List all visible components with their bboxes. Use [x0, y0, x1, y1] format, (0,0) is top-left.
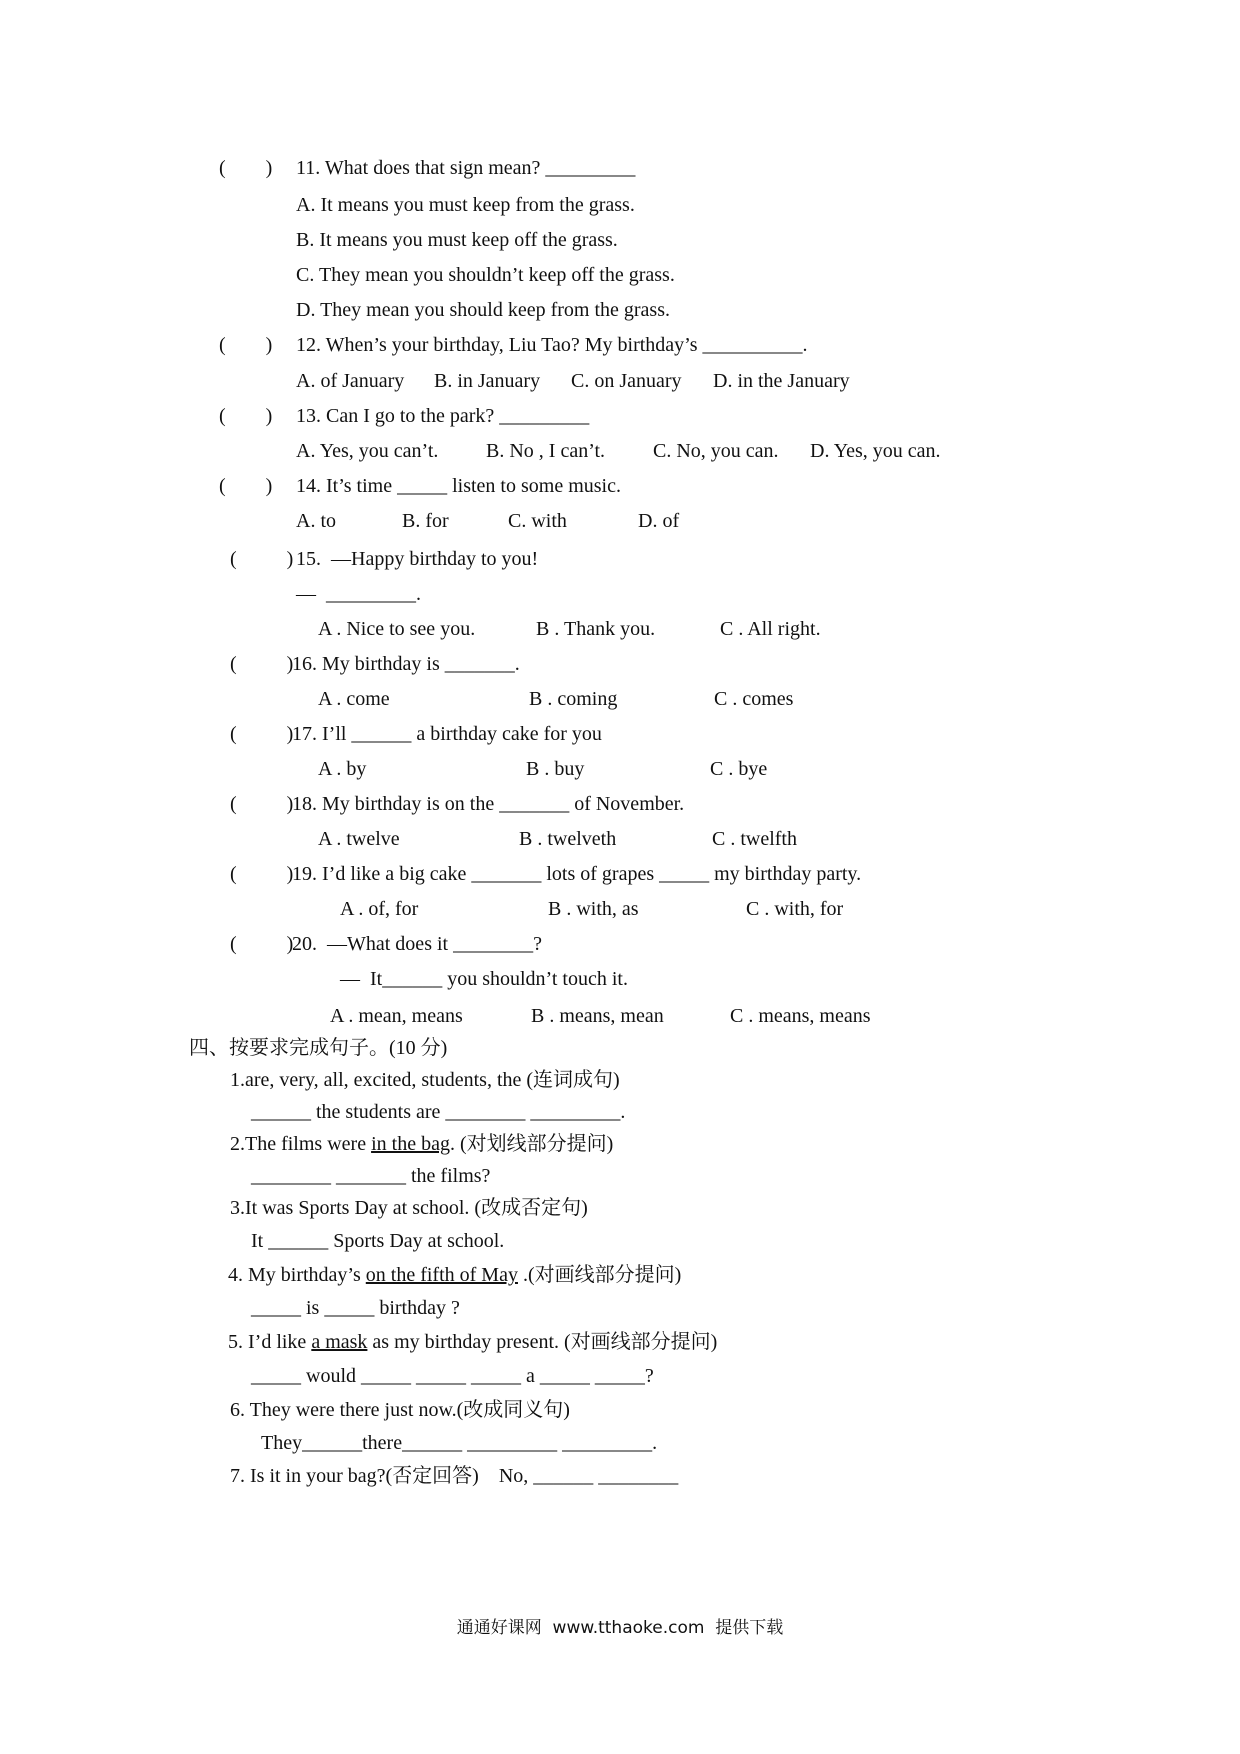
- q18-option-a: A . twelve: [318, 828, 400, 850]
- q16-answer-paren: ( ): [230, 653, 294, 675]
- q17-question: 17. I’ll ______ a birthday cake for you: [292, 723, 602, 745]
- q13-answer-paren: ( ): [219, 405, 273, 427]
- s4-underlined-phrase: on the fifth of May: [365, 1264, 518, 1286]
- s1-answer-line: ______ the students are ________ _________.: [251, 1101, 626, 1123]
- q13-option-d: D. Yes, you can.: [810, 440, 941, 462]
- q14-option-a: A. to: [296, 510, 336, 532]
- q17-option-c: C . bye: [710, 758, 768, 780]
- q19-answer-paren: ( ): [230, 863, 294, 885]
- q11-answer-paren: ( ): [219, 157, 273, 179]
- q11-option-d: D. They mean you should keep from the grass.: [296, 299, 670, 321]
- q12-question: 12. When’s your birthday, Liu Tao? My birthday’s __________.: [296, 334, 808, 356]
- s6-prompt: 6. They were there just now.(改成同义句): [230, 1399, 570, 1421]
- q16-option-a: A . come: [318, 688, 390, 710]
- q20-option-b: B . means, mean: [531, 1005, 664, 1027]
- q17-option-a: A . by: [318, 758, 367, 780]
- s7-prompt: 7. Is it in your bag?(否定回答) No, ______ ________: [230, 1465, 679, 1487]
- q19-option-a: A . of, for: [340, 898, 419, 920]
- q12-option-a: A. of January: [296, 370, 405, 392]
- q14-option-c: C. with: [508, 510, 567, 532]
- section4-heading: 四、按要求完成句子。(10 分): [189, 1037, 448, 1059]
- q11-option-a: A. It means you must keep from the grass.: [296, 194, 635, 216]
- s5-prompt: 5. I’d like a mask as my birthday present. (对画线部分提问): [228, 1331, 718, 1353]
- q15-question: 15. —Happy birthday to you!: [296, 548, 539, 570]
- s2-answer-line: ________ _______ the films?: [251, 1165, 491, 1187]
- q14-option-d: D. of: [638, 510, 680, 532]
- q16-option-b: B . coming: [529, 688, 618, 710]
- q15-option-c: C . All right.: [720, 618, 821, 640]
- q14-option-b: B. for: [402, 510, 449, 532]
- q19-option-c: C . with, for: [746, 898, 844, 920]
- q17-answer-paren: ( ): [230, 723, 294, 745]
- q17-option-b: B . buy: [526, 758, 585, 780]
- q20-reply: — It______ you shouldn’t touch it.: [340, 968, 628, 990]
- s3-answer-line: It ______ Sports Day at school.: [251, 1230, 505, 1252]
- q13-option-c: C. No, you can.: [653, 440, 779, 462]
- q15-reply: — _________.: [296, 583, 421, 605]
- q19-option-b: B . with, as: [548, 898, 639, 920]
- q20-answer-paren: ( ): [230, 933, 294, 955]
- q12-option-d: D. in the January: [713, 370, 850, 392]
- q13-option-b: B. No , I can’t.: [486, 440, 606, 462]
- q15-answer-paren: ( ): [230, 548, 294, 570]
- s5-underlined-phrase: a mask: [311, 1331, 368, 1353]
- s1-prompt: 1.are, very, all, excited, students, the (连词成句): [230, 1069, 620, 1091]
- s3-prompt: 3.It was Sports Day at school. (改成否定句): [230, 1197, 588, 1219]
- q14-question: 14. It’s time _____ listen to some music.: [296, 475, 621, 497]
- q16-option-c: C . comes: [714, 688, 794, 710]
- q12-option-b: B. in January: [434, 370, 541, 392]
- footer-download-note: 通通好课网 www.tthaoke.com 提供下载: [456, 1618, 784, 1638]
- q18-option-b: B . twelveth: [519, 828, 617, 850]
- s5-answer-line: _____ would _____ _____ _____ a _____ _____?: [251, 1365, 654, 1387]
- s2-underlined-phrase: in the bag: [371, 1133, 450, 1155]
- q19-question: 19. I’d like a big cake _______ lots of grapes _____ my birthday party.: [292, 863, 862, 885]
- q18-question: 18. My birthday is on the _______ of November.: [292, 793, 685, 815]
- q11-option-c: C. They mean you shouldn’t keep off the grass.: [296, 264, 675, 286]
- q11-question: 11. What does that sign mean? _________: [296, 157, 636, 179]
- s4-answer-line: _____ is _____ birthday ?: [251, 1297, 460, 1319]
- s6-answer-line: They______there______ _________ _________.: [261, 1432, 658, 1454]
- q18-option-c: C . twelfth: [712, 828, 797, 850]
- q16-question: 16. My birthday is _______.: [292, 653, 520, 675]
- q14-answer-paren: ( ): [219, 475, 273, 497]
- q20-option-a: A . mean, means: [330, 1005, 463, 1027]
- q12-answer-paren: ( ): [219, 334, 273, 356]
- q13-option-a: A. Yes, you can’t.: [296, 440, 439, 462]
- q15-option-a: A . Nice to see you.: [318, 618, 476, 640]
- q20-question: 20. —What does it ________?: [292, 933, 542, 955]
- q18-answer-paren: ( ): [230, 793, 294, 815]
- q11-option-b: B. It means you must keep off the grass.: [296, 229, 618, 251]
- q15-option-b: B . Thank you.: [536, 618, 656, 640]
- s2-prompt: 2.The films were in the bag. (对划线部分提问): [230, 1133, 614, 1155]
- q12-option-c: C. on January: [571, 370, 682, 392]
- q13-question: 13. Can I go to the park? _________: [296, 405, 590, 427]
- s4-prompt: 4. My birthday’s on the fifth of May .(对画线部分提问): [228, 1264, 682, 1286]
- q20-option-c: C . means, means: [730, 1005, 871, 1027]
